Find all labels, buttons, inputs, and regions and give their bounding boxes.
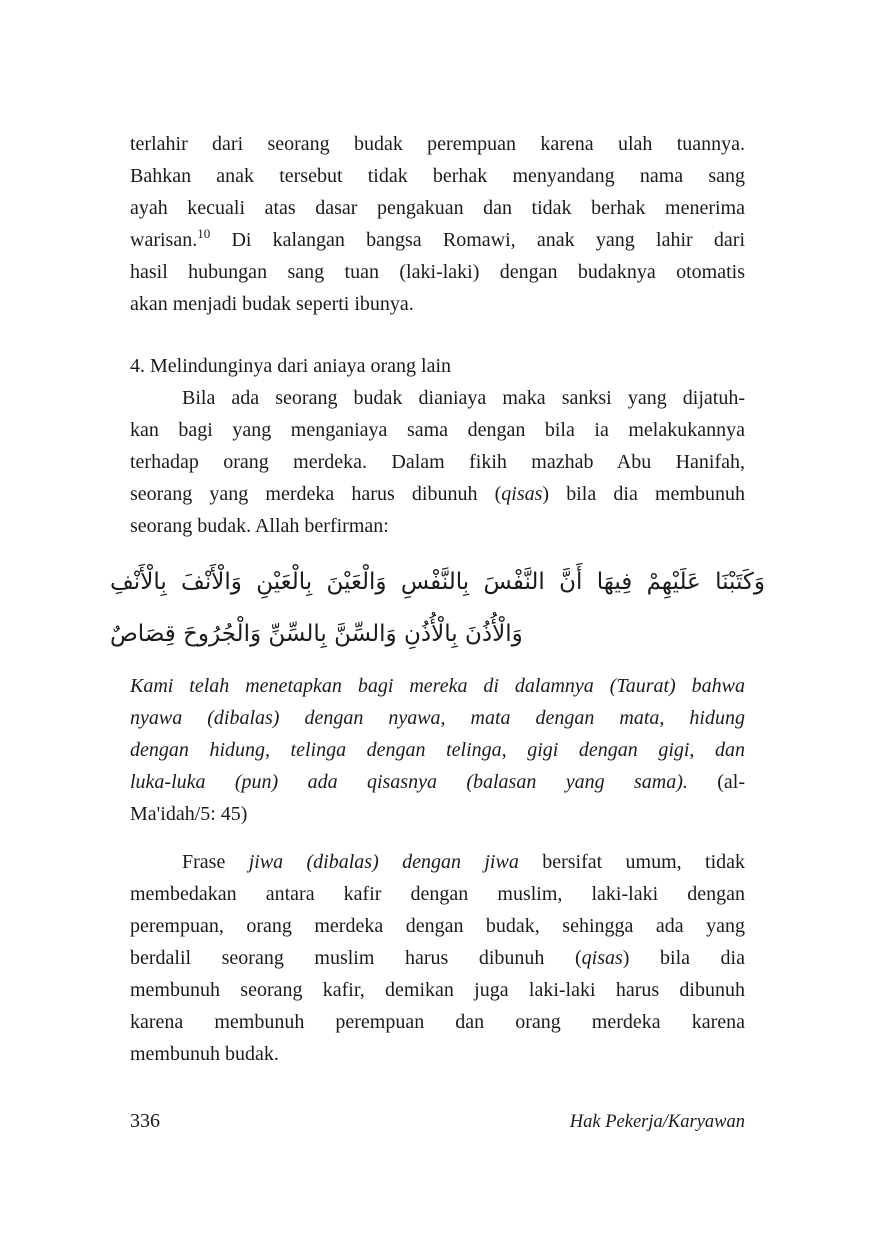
text-line [130, 734, 745, 766]
text-line [130, 160, 745, 192]
text-segment: Ma'idah/5: 45) [130, 803, 248, 825]
text-segment: Bila ada seorang budak dianiaya maka sanksi yang dijatuh- [182, 387, 745, 409]
text-segment: seorang budak. Allah berfirman: [130, 515, 389, 537]
text-line [130, 256, 745, 288]
text-segment: Frase [182, 851, 249, 873]
text-line [130, 1038, 745, 1070]
text-line [130, 414, 745, 446]
text-line [130, 446, 745, 478]
text-line [130, 766, 745, 798]
quran-verse-translation [130, 670, 745, 830]
text-segment: Kami telah menetapkan bagi mereka di dalamnya (Taurat) bahwa [130, 675, 745, 697]
text-segment: dengan hidung, telinga dengan telinga, gigi dengan gigi, dan [130, 739, 745, 761]
text-line [130, 942, 745, 974]
text-segment: Di kalangan bangsa Romawi, anak yang lahir dari [210, 229, 745, 251]
text-line [130, 798, 745, 830]
text-line [130, 192, 745, 224]
text-line [130, 846, 745, 878]
text-segment: berdalil seorang muslim harus dibunuh ( [130, 947, 582, 969]
text-segment: karena membunuh perempuan dan orang merdeka karena [130, 1011, 745, 1033]
text-segment: akan menjadi budak seperti ibunya. [130, 293, 414, 315]
text-segment: 4. Melindunginya dari aniaya orang lain [130, 355, 452, 377]
paragraph-frase-jiwa [130, 846, 745, 1070]
text-segment: warisan. [130, 229, 198, 251]
text-segment: membunuh seorang kafir, demikan juga laki-laki harus dibunuh [130, 979, 745, 1001]
text-line [130, 510, 745, 542]
text-segment: ) bila dia membunuh [542, 483, 745, 505]
running-title: Hak Pekerja/Karyawan [569, 1112, 745, 1132]
text-line [130, 288, 745, 320]
quran-verse-arabic [110, 556, 765, 660]
text-line [130, 702, 745, 734]
text-line [130, 350, 745, 382]
text-segment: ) bila dia [622, 947, 745, 969]
paragraph-sanksi [130, 382, 745, 542]
text-line [130, 670, 745, 702]
text-line [130, 478, 745, 510]
page-body [110, 128, 765, 1070]
text-segment: luka-luka (pun) ada qisasnya (balasan yang sama). [130, 771, 718, 793]
text-line [130, 974, 745, 1006]
footnote-ref: 10 [197, 226, 211, 241]
text-segment: membunuh budak. [130, 1043, 279, 1065]
text-line [130, 910, 745, 942]
text-segment: kan bagi yang menganiaya sama dengan bila ia melakukannya [130, 419, 745, 441]
text-segment: jiwa (dibalas) dengan jiwa [248, 851, 519, 873]
section-heading [130, 350, 745, 382]
text-segment: (al- [717, 771, 745, 793]
text-line [130, 224, 745, 256]
text-segment: qisas [581, 947, 623, 969]
text-segment: وَالْأُذُنَ بِالْأُذُنِ وَالسِّنَّ بِالسِّنِّ وَالْجُرُوحَ قِصَاصٌ [110, 621, 523, 647]
text-segment: hasil hubungan sang tuan (laki-laki) dengan budaknya otomatis [130, 261, 745, 283]
text-segment: terhadap orang merdeka. Dalam fikih mazhab Abu Hanifah, [130, 451, 745, 473]
text-segment: nyawa (dibalas) dengan nyawa, mata dengan mata, hidung [130, 707, 745, 729]
text-segment: terlahir dari seorang budak perempuan karena ulah tuannya. [130, 133, 745, 155]
text-line [130, 382, 745, 414]
text-segment: perempuan, orang merdeka dengan budak, sehingga ada yang [130, 915, 745, 937]
page-number: 336 [130, 1110, 160, 1132]
paragraph-continued [130, 128, 745, 320]
text-segment: membedakan antara kafir dengan muslim, laki-laki dengan [130, 883, 745, 905]
text-segment: Bahkan anak tersebut tidak berhak menyandang nama sang [130, 165, 745, 187]
text-segment: ayah kecuali atas dasar pengakuan dan tidak berhak menerima [130, 197, 745, 219]
text-line [130, 1006, 745, 1038]
text-segment: seorang yang merdeka harus dibunuh ( [130, 483, 502, 505]
text-segment: qisas [501, 483, 543, 505]
text-line [130, 878, 745, 910]
text-segment: bersifat umum, tidak [518, 851, 746, 873]
text-line [130, 128, 745, 160]
page-footer [130, 1110, 745, 1133]
text-line [110, 556, 765, 608]
text-segment: وَكَتَبْنَا عَلَيْهِمْ فِيهَا أَنَّ النَّفْسَ بِالنَّفْسِ وَالْعَيْنَ بِالْعَيْنِ وَالْأَنْفَ بِالْأَنْفِ [110, 569, 765, 595]
text-line [110, 608, 765, 660]
